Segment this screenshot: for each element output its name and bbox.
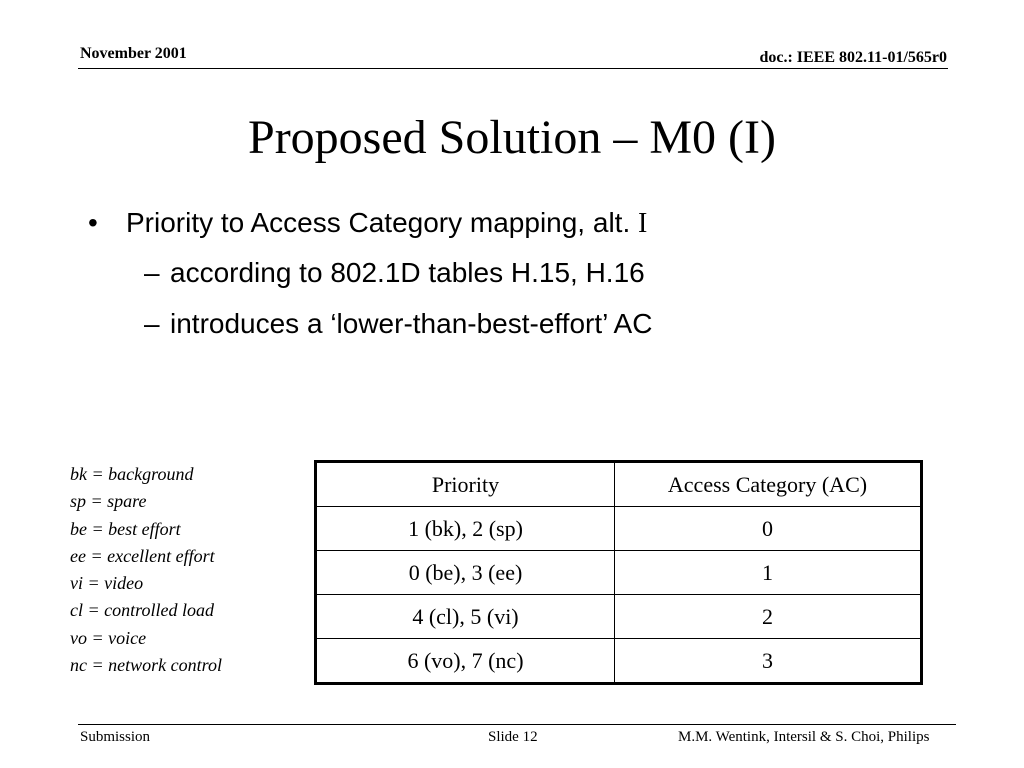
sub-bullet-text: introduces a ‘lower-than-best-effort’ AC: [170, 308, 653, 339]
legend-item: nc = network control: [70, 655, 222, 676]
priority-cell: 1 (bk), 2 (sp): [316, 507, 615, 551]
priority-ac-table: [314, 460, 923, 685]
legend-item: vi = video: [70, 573, 144, 594]
sub-bullet-marker: –: [144, 308, 160, 339]
abbreviation-legend: [70, 461, 222, 679]
legend-item: cl = controlled load: [70, 600, 214, 621]
footer-divider: [78, 724, 956, 725]
table-row: [316, 639, 922, 684]
column-header-priority: Priority: [316, 462, 615, 507]
priority-cell: 6 (vo), 7 (nc): [316, 639, 615, 684]
header-doc-id: doc.: IEEE 802.11-01/565r0: [759, 49, 947, 66]
table-header-row: [316, 462, 922, 507]
column-header-access-category: Access Category (AC): [615, 462, 922, 507]
sub-bullet-marker: –: [144, 257, 160, 288]
bullet-text: Priority to Access Category mapping, alt.: [126, 207, 631, 238]
bullet-text-wrapper: [126, 206, 647, 241]
ac-cell: 1: [615, 551, 922, 595]
table-row: [316, 595, 922, 639]
footer-slide-number: Slide 12: [488, 729, 538, 745]
legend-item: sp = spare: [70, 491, 147, 512]
legend-item: be = best effort: [70, 518, 181, 539]
header-date: November 2001: [80, 45, 187, 62]
priority-cell: 0 (be), 3 (ee): [316, 551, 615, 595]
table-row: [316, 551, 922, 595]
ac-cell: 0: [615, 507, 922, 551]
legend-item: ee = excellent effort: [70, 545, 215, 566]
ac-cell: 3: [615, 639, 922, 684]
ac-cell: 2: [615, 595, 922, 639]
footer-submission: Submission: [80, 729, 151, 745]
header-divider: [78, 68, 948, 69]
slide-title: Proposed Solution – M0 (I): [248, 111, 776, 164]
bullet-suffix: I: [638, 208, 648, 239]
priority-cell: 4 (cl), 5 (vi): [316, 595, 615, 639]
bullet-marker: •: [88, 207, 98, 238]
table-row: [316, 507, 922, 551]
legend-item: bk = background: [70, 464, 194, 484]
sub-bullet-text: according to 802.1D tables H.15, H.16: [170, 257, 645, 288]
footer-authors: M.M. Wentink, Intersil & S. Choi, Philips: [678, 729, 930, 745]
legend-item: vo = voice: [70, 627, 147, 648]
